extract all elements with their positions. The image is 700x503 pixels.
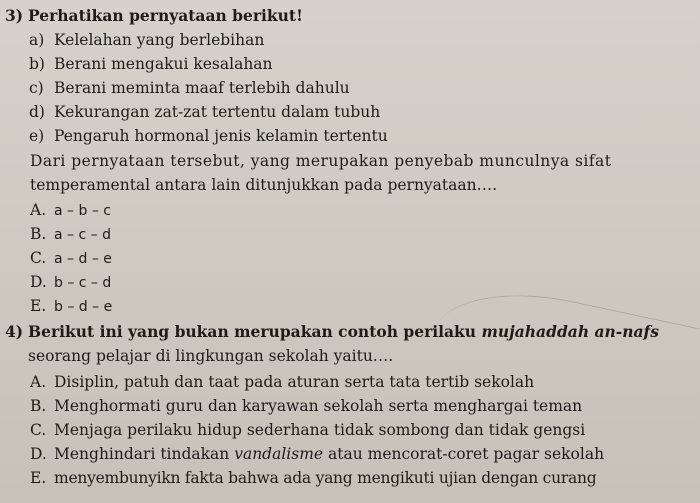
- statement-letter: e): [29, 127, 45, 145]
- question-3-stem-line2: temperamental antara lain ditunjukkan pada pernyataan….: [30, 176, 498, 194]
- option-text: a – d – e: [54, 251, 112, 267]
- statement-text: Kelelahan yang berlebihan: [54, 31, 265, 49]
- question-title: Perhatikan pernyataan berikut!: [28, 6, 303, 25]
- option-text-end: atau mencorat-coret pagar sekolah: [323, 445, 605, 463]
- question-title: [28, 322, 659, 342]
- option-text: Menghormati guru dan karyawan sekolah serta menghargai teman: [54, 397, 583, 415]
- option-letter: A.: [30, 373, 47, 391]
- option-letter: D.: [30, 273, 47, 291]
- statement-letter: d): [29, 103, 45, 121]
- option-letter: E.: [30, 297, 47, 315]
- option-letter: A.: [30, 201, 47, 219]
- question-title-text: Berikut ini yang bukan merupakan contoh perilaku: [28, 322, 482, 341]
- option-text: a – b – c: [54, 203, 111, 219]
- question-3-stem-line1: Dari pernyataan tersebut, yang merupakan penyebab munculnya sifat: [30, 152, 612, 170]
- option-text-start: Menghindari tindakan: [54, 445, 235, 463]
- statement-text: Kekurangan zat-zat tertentu dalam tubuh: [54, 103, 381, 121]
- option-text: b – c – d: [54, 275, 112, 291]
- statement-text: Berani meminta maaf terlebih dahulu: [54, 79, 350, 97]
- option-letter: E.: [30, 469, 47, 487]
- statement-letter: a): [29, 31, 45, 49]
- statement-letter: c): [29, 79, 44, 97]
- option-text: [54, 444, 604, 464]
- option-letter: B.: [30, 225, 47, 243]
- option-text: menyembunyikn fakta bahwa ada yang mengikuti ujian dengan curang: [54, 469, 597, 487]
- option-text: Disiplin, patuh dan taat pada aturan serta tata tertib sekolah: [54, 373, 535, 391]
- option-text: Menjaga perilaku hidup sederhana tidak sombong dan tidak gengsi: [54, 421, 586, 439]
- option-letter: C.: [30, 249, 47, 267]
- question-title-term: mujahaddah an-nafs: [481, 322, 659, 341]
- statement-letter: b): [29, 55, 45, 73]
- statement-text: Berani mengakui kesalahan: [54, 55, 273, 73]
- question-number: 3): [5, 6, 24, 25]
- statement-text: Pengaruh hormonal jenis kelamin tertentu: [54, 127, 388, 145]
- option-letter: D.: [30, 445, 47, 463]
- option-text: b – d – e: [54, 299, 113, 315]
- option-text: a – c – d: [54, 227, 111, 243]
- option-letter: C.: [30, 421, 47, 439]
- question-number: 4): [5, 322, 24, 341]
- option-letter: B.: [30, 397, 47, 415]
- option-text-term: vandalisme: [234, 445, 324, 463]
- question-4-stem-line2: seorang pelajar di lingkungan sekolah yaitu….: [28, 347, 394, 365]
